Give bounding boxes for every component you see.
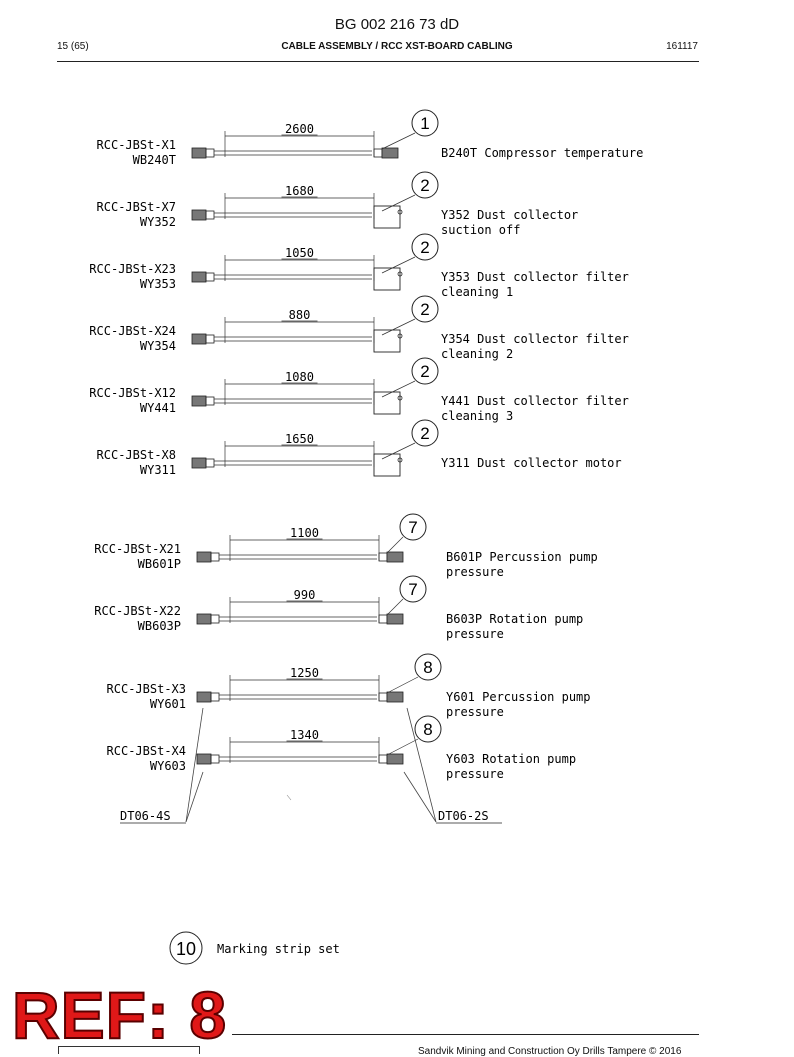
reference-stamp: REF: 8: [12, 978, 228, 1052]
cable-source-label: RCC-JBSt-X23: [89, 262, 176, 276]
balloon-leader: [382, 319, 415, 335]
cable-row: [94, 514, 597, 579]
cable-description-line2: pressure: [446, 565, 504, 579]
cable-code-label: WY352: [139, 215, 176, 229]
cable-length-label: 990: [293, 588, 316, 602]
cable-source-label: RCC-JBSt-X8: [96, 448, 176, 462]
cable-code-label: WB603P: [137, 619, 181, 633]
cable-description-line2: suction off: [441, 223, 521, 237]
valve-connector: [374, 392, 400, 414]
cable-length-label: 1650: [285, 432, 314, 446]
item-number: 1: [420, 114, 430, 133]
valve-connector: [374, 268, 400, 290]
cable-source-label: RCC-JBSt-X12: [89, 386, 176, 400]
right-connector: [387, 552, 403, 562]
cable-source-label: RCC-JBSt-X3: [106, 682, 186, 696]
cable-code-label: WY603: [149, 759, 186, 773]
cable-description: B603P Rotation pump: [446, 612, 584, 626]
cable-row: [97, 420, 622, 477]
cable-description: Y354 Dust collector filter: [441, 332, 629, 346]
cable-row: [89, 296, 629, 361]
left-connector: [197, 692, 211, 702]
left-connector: [192, 334, 206, 344]
right-connector: [382, 148, 398, 158]
item-number: 7: [408, 518, 418, 537]
right-connector-sleeve: [379, 693, 387, 701]
cable-source-label: RCC-JBSt-X7: [96, 200, 176, 214]
left-connector-sleeve: [211, 693, 219, 701]
left-connector: [192, 148, 206, 158]
valve-connector: [374, 206, 400, 228]
cable-row: [94, 576, 583, 641]
balloon-leader: [382, 257, 415, 273]
cable-description-line2: pressure: [446, 767, 504, 781]
page-title: CABLE ASSEMBLY / RCC XST-BOARD CABLING: [281, 41, 513, 52]
connector-right-label: DT06-2S: [438, 809, 489, 823]
left-connector-sleeve: [206, 273, 214, 281]
connector-left-label: DT06-4S: [120, 809, 171, 823]
balloon-leader: [382, 195, 415, 211]
marking-item-number: 10: [175, 939, 197, 959]
item-number: 8: [423, 658, 433, 677]
cable-description: B601P Percussion pump: [446, 550, 598, 564]
left-connector-sleeve: [211, 615, 219, 623]
cable-code-label: WB601P: [137, 557, 181, 571]
cable-description: Y353 Dust collector filter: [441, 270, 629, 284]
cable-code-label: WB240T: [132, 153, 176, 167]
cable-code-label: WY354: [139, 339, 176, 353]
cable-row: [107, 654, 591, 719]
cable-source-label: RCC-JBSt-X22: [94, 604, 181, 618]
cable-code-label: WY353: [139, 277, 176, 291]
cable-length-label: 1080: [285, 370, 314, 384]
left-connector: [197, 552, 211, 562]
cable-length-label: 880: [288, 308, 311, 322]
cable-source-label: RCC-JBSt-X1: [96, 138, 176, 152]
marking-strip: [170, 932, 340, 964]
left-connector: [192, 396, 206, 406]
cable-description: B240T Compressor temperature: [441, 146, 644, 160]
cable-row: [97, 172, 579, 237]
cable-source-label: RCC-JBSt-X24: [89, 324, 176, 338]
cable-description: Y603 Rotation pump: [446, 752, 577, 766]
cable-description: Y311 Dust collector motor: [441, 456, 622, 470]
cable-row: [89, 234, 629, 299]
left-connector-sleeve: [211, 755, 219, 763]
cable-length-label: 1100: [290, 526, 319, 540]
cable-row: [97, 110, 644, 167]
valve-connector: [374, 454, 400, 476]
footer-copyright: Sandvik Mining and Construction Oy Drills Tampere © 2016: [418, 1046, 682, 1057]
cable-length-label: 2600: [285, 122, 314, 136]
balloon-leader: [387, 599, 403, 615]
balloon-leader: [387, 537, 403, 553]
balloon-leader: [382, 381, 415, 397]
cable-row: [107, 716, 577, 781]
item-number: 2: [420, 300, 430, 319]
page-number: 15 (65): [57, 41, 89, 52]
cable-length-label: 1340: [290, 728, 319, 742]
cable-length-label: 1680: [285, 184, 314, 198]
item-number: 7: [408, 580, 418, 599]
cable-code-label: WY311: [139, 463, 176, 477]
left-connector-sleeve: [206, 459, 214, 467]
left-connector: [197, 754, 211, 764]
left-connector-sleeve: [211, 553, 219, 561]
cable-source-label: RCC-JBSt-X4: [106, 744, 186, 758]
item-number: 2: [420, 238, 430, 257]
left-connector: [192, 458, 206, 468]
cable-description-line2: pressure: [446, 705, 504, 719]
right-connector: [387, 754, 403, 764]
balloon-leader: [382, 443, 415, 459]
valve-connector: [374, 330, 400, 352]
document-date: 161117: [666, 41, 698, 52]
left-connector-sleeve: [206, 397, 214, 405]
item-number: 2: [420, 424, 430, 443]
cable-code-label: WY601: [149, 697, 186, 711]
cable-description: Y352 Dust collector: [441, 208, 579, 222]
balloon-leader: [387, 677, 418, 693]
right-connector: [387, 692, 403, 702]
document-number: BG 002 216 73 dD: [334, 16, 460, 33]
cable-length-label: 1250: [290, 666, 319, 680]
cable-description: Y601 Percussion pump: [446, 690, 591, 704]
cable-code-label: WY441: [139, 401, 176, 415]
left-connector: [192, 272, 206, 282]
cable-description-line2: cleaning 1: [441, 285, 514, 299]
left-connector: [197, 614, 211, 624]
item-number: 8: [423, 720, 433, 739]
cable-length-label: 1050: [285, 246, 314, 260]
right-connector: [387, 614, 403, 624]
balloon-leader: [387, 739, 418, 755]
left-connector-sleeve: [206, 211, 214, 219]
right-connector-sleeve: [379, 553, 387, 561]
cable-row: [89, 358, 629, 423]
left-connector-sleeve: [206, 335, 214, 343]
cable-source-label: RCC-JBSt-X21: [94, 542, 181, 556]
item-number: 2: [420, 176, 430, 195]
right-connector-sleeve: [374, 149, 382, 157]
cable-description-line2: cleaning 2: [441, 347, 514, 361]
footer-rule: [232, 1034, 699, 1035]
item-number: 2: [420, 362, 430, 381]
left-connector-sleeve: [206, 149, 214, 157]
cable-description-line2: pressure: [446, 627, 504, 641]
cable-description: Y441 Dust collector filter: [441, 394, 629, 408]
right-connector-sleeve: [379, 615, 387, 623]
marking-label: Marking strip set: [217, 942, 340, 956]
balloon-leader: [382, 133, 415, 149]
left-connector: [192, 210, 206, 220]
right-connector-sleeve: [379, 755, 387, 763]
cable-description-line2: cleaning 3: [441, 409, 514, 423]
